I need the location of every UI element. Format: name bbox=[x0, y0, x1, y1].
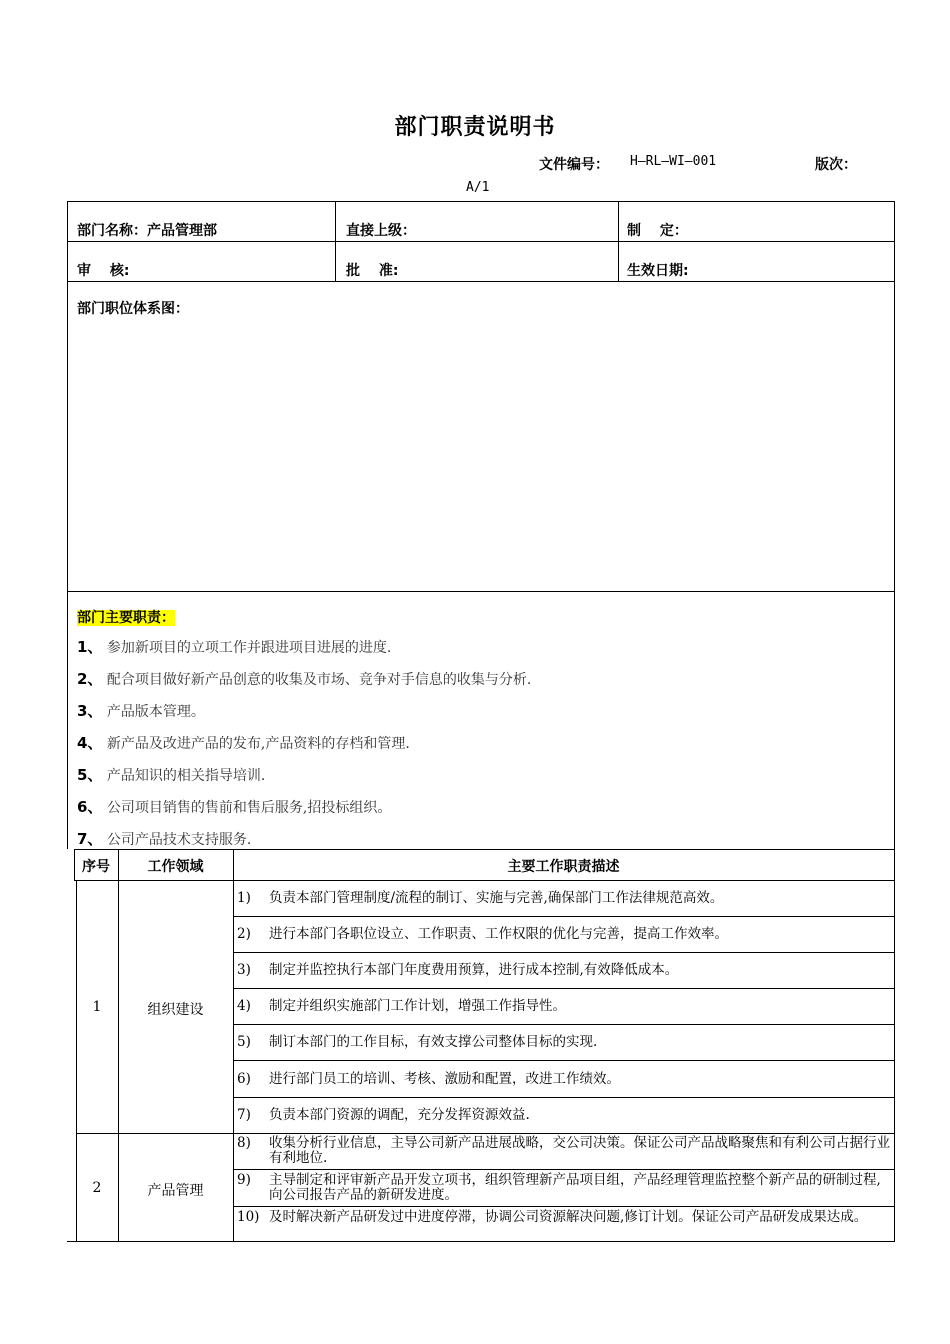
version-label: 版次： bbox=[815, 157, 857, 173]
reviewed-by-field: 审 核: bbox=[77, 263, 130, 279]
duty-item: 6、 公司项目销售的售前和售后服务,招投标组织。 bbox=[77, 798, 392, 816]
superior-field: 直接上级： bbox=[346, 223, 416, 239]
table-row: 5) 制订本部门的工作目标，有效支撑公司整体目标的实现. bbox=[237, 1034, 598, 1050]
divider bbox=[233, 1206, 895, 1207]
divider bbox=[335, 201, 336, 281]
divider bbox=[67, 591, 895, 592]
group-seq: 1 bbox=[92, 999, 102, 1015]
divider bbox=[618, 201, 619, 281]
divider bbox=[233, 1097, 895, 1098]
divider bbox=[233, 1024, 895, 1025]
table-row: 7) 负责本部门资源的调配，充分发挥资源效益. bbox=[237, 1107, 530, 1123]
divider bbox=[67, 281, 895, 282]
group-area: 组织建设 bbox=[147, 1002, 204, 1018]
effective-date-field: 生效日期: bbox=[627, 263, 689, 279]
document-title: 部门职责说明书 bbox=[394, 115, 556, 140]
divider bbox=[76, 1133, 895, 1134]
group-area: 产品管理 bbox=[147, 1183, 204, 1199]
divider bbox=[233, 1060, 895, 1061]
col-header-seq: 序号 bbox=[82, 859, 110, 875]
made-by-field: 制 定： bbox=[627, 223, 688, 239]
divider bbox=[233, 1169, 895, 1170]
col-header-area: 工作领域 bbox=[147, 859, 204, 875]
divider bbox=[67, 1241, 895, 1242]
group-seq: 2 bbox=[92, 1180, 102, 1196]
table-row: 6) 进行部门员工的培训、考核、激励和配置，改进工作绩效。 bbox=[237, 1071, 620, 1087]
divider bbox=[233, 952, 895, 953]
divider bbox=[894, 849, 895, 1241]
file-no-label: 文件编号： bbox=[539, 157, 609, 173]
divider bbox=[74, 849, 895, 850]
table-row: 8) 收集分析行业信息，主导公司新产品进展战略，交公司决策。保证公司产品战略聚焦和有利公司占据行业有利地位. bbox=[237, 1135, 890, 1166]
duty-item: 7、 公司产品技术支持服务. bbox=[77, 830, 252, 848]
table-row: 9) 主导制定和评审新产品开发立项书，组织管理新产品项目组，产品经理管理监控整个新产品的研制过程,向公司报告产品的新研发进度。 bbox=[237, 1172, 881, 1203]
divider bbox=[233, 988, 895, 989]
org-chart-label: 部门职位体系图： bbox=[77, 301, 189, 317]
main-duties-label: 部门主要职责： bbox=[77, 610, 175, 626]
file-meta bbox=[0, 154, 950, 176]
table-row: 1) 负责本部门管理制度/流程的制订、实施与完善,确保部门工作法律规范高效。 bbox=[237, 890, 724, 906]
divider bbox=[233, 849, 234, 1241]
duty-item: 5、 产品知识的相关指导培训. bbox=[77, 766, 266, 784]
duty-item: 2、 配合项目做好新产品创意的收集及市场、竞争对手信息的收集与分析. bbox=[77, 670, 532, 688]
divider bbox=[74, 880, 895, 881]
divider bbox=[233, 916, 895, 917]
table-row: 10) 及时解决新产品研发过中进度停滞，协调公司资源解决问题,修订计划。保证公司产品研发成果达成。 bbox=[237, 1209, 868, 1225]
table-row: 4) 制定并组织实施部门工作计划，增强工作指导性。 bbox=[237, 998, 566, 1014]
version-value: A/1 bbox=[466, 180, 490, 195]
duty-item: 3、 产品版本管理。 bbox=[77, 702, 205, 720]
dept-name-field: 部门名称：产品管理部 bbox=[77, 223, 217, 239]
col-header-desc: 主要工作职责描述 bbox=[507, 859, 620, 875]
duty-item: 4、 新产品及改进产品的发布,产品资料的存档和管理. bbox=[77, 734, 410, 752]
table-row: 3) 制定并监控执行本部门年度费用预算，进行成本控制,有效降低成本。 bbox=[237, 962, 679, 978]
duty-item: 1、 参加新项目的立项工作并跟进项目进展的进度. bbox=[77, 638, 392, 656]
approved-by-field: 批 准: bbox=[346, 263, 399, 279]
table-row: 2) 进行本部门各职位设立、工作职责、工作权限的优化与完善，提高工作效率。 bbox=[237, 926, 728, 942]
file-no-value: H—RL—WI—001 bbox=[630, 154, 717, 169]
divider bbox=[67, 241, 895, 242]
